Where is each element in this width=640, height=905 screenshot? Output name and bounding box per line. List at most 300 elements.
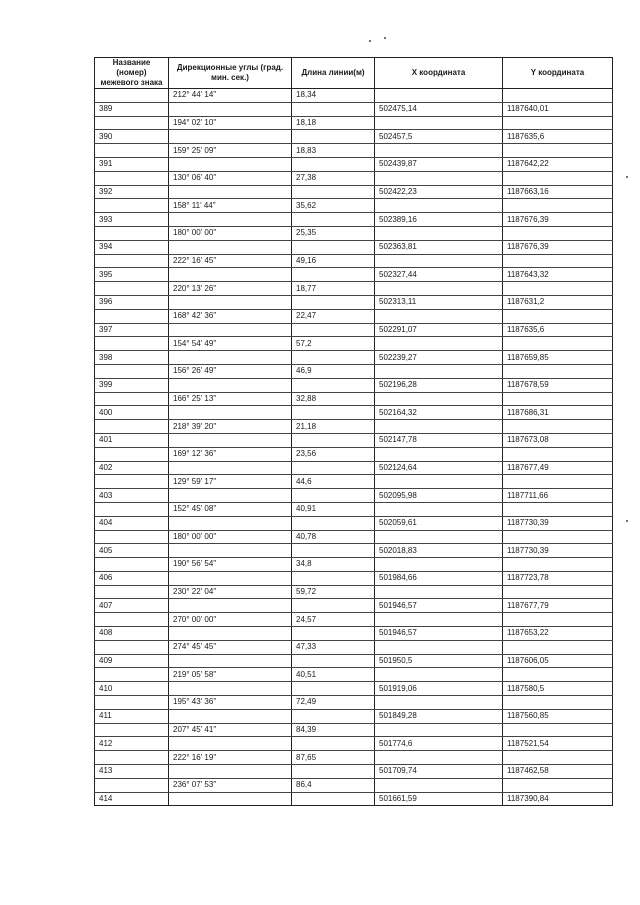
y-coordinate-cell: 1187642,22 [503, 157, 613, 171]
empty-cell [169, 157, 292, 171]
segment-row [95, 282, 613, 296]
point-row [95, 130, 613, 144]
empty-cell [292, 185, 375, 199]
point-row [95, 268, 613, 282]
table-body [95, 89, 613, 806]
empty-cell [95, 613, 169, 627]
empty-cell [95, 226, 169, 240]
y-coordinate-cell: 1187640,01 [503, 102, 613, 116]
empty-cell [375, 309, 503, 323]
empty-cell [375, 89, 503, 103]
point-name-cell: 410 [95, 682, 169, 696]
empty-cell [503, 502, 613, 516]
empty-cell [503, 475, 613, 489]
empty-cell [169, 489, 292, 503]
point-name-cell: 406 [95, 571, 169, 585]
length-cell: 24,57 [292, 613, 375, 627]
empty-cell [292, 157, 375, 171]
empty-cell [169, 516, 292, 530]
empty-cell [292, 406, 375, 420]
header-length: Длина линии(м) [292, 58, 375, 89]
empty-cell [375, 282, 503, 296]
empty-cell [503, 723, 613, 737]
point-row [95, 185, 613, 199]
empty-cell [503, 254, 613, 268]
point-name-cell: 395 [95, 268, 169, 282]
header-x: X координата [375, 58, 503, 89]
empty-cell [169, 295, 292, 309]
empty-cell [95, 668, 169, 682]
length-cell: 22,47 [292, 309, 375, 323]
empty-cell [292, 461, 375, 475]
empty-cell [95, 144, 169, 158]
empty-cell [169, 765, 292, 779]
empty-cell [95, 475, 169, 489]
header-name: Название (номер) межевого знака [95, 58, 169, 89]
empty-cell [169, 323, 292, 337]
x-coordinate-cell: 502422,23 [375, 185, 503, 199]
empty-cell [169, 654, 292, 668]
segment-row [95, 447, 613, 461]
angle-cell: 270° 00' 00" [169, 613, 292, 627]
point-row [95, 157, 613, 171]
empty-cell [95, 723, 169, 737]
empty-cell [95, 337, 169, 351]
empty-cell [503, 337, 613, 351]
point-name-cell: 393 [95, 213, 169, 227]
point-row [95, 682, 613, 696]
x-coordinate-cell: 502095,98 [375, 489, 503, 503]
segment-row [95, 696, 613, 710]
empty-cell [503, 613, 613, 627]
angle-cell: 168° 42' 36" [169, 309, 292, 323]
empty-cell [95, 254, 169, 268]
segment-row [95, 171, 613, 185]
angle-cell: 166° 25' 13" [169, 392, 292, 406]
length-cell: 18,34 [292, 89, 375, 103]
length-cell: 57,2 [292, 337, 375, 351]
empty-cell [503, 420, 613, 434]
empty-cell [503, 199, 613, 213]
empty-cell [169, 682, 292, 696]
scan-speck [369, 40, 371, 42]
x-coordinate-cell: 502147,78 [375, 433, 503, 447]
length-cell: 34,8 [292, 558, 375, 572]
angle-cell: 180° 00' 00" [169, 226, 292, 240]
empty-cell [503, 778, 613, 792]
empty-cell [95, 89, 169, 103]
point-name-cell: 394 [95, 240, 169, 254]
point-row [95, 461, 613, 475]
angle-cell: 156° 26' 49" [169, 364, 292, 378]
point-row [95, 351, 613, 365]
segment-row [95, 337, 613, 351]
length-cell: 40,78 [292, 530, 375, 544]
x-coordinate-cell: 502059,61 [375, 516, 503, 530]
point-row [95, 709, 613, 723]
empty-cell [292, 599, 375, 613]
point-row [95, 765, 613, 779]
point-row [95, 599, 613, 613]
empty-cell [375, 668, 503, 682]
length-cell: 18,77 [292, 282, 375, 296]
point-row [95, 571, 613, 585]
empty-cell [169, 792, 292, 806]
empty-cell [375, 723, 503, 737]
empty-cell [169, 737, 292, 751]
segment-row [95, 723, 613, 737]
x-coordinate-cell: 501849,28 [375, 709, 503, 723]
empty-cell [375, 420, 503, 434]
empty-cell [503, 116, 613, 130]
segment-row [95, 226, 613, 240]
empty-cell [95, 364, 169, 378]
angle-cell: 129° 59' 17" [169, 475, 292, 489]
point-name-cell: 409 [95, 654, 169, 668]
y-coordinate-cell: 1187560,85 [503, 709, 613, 723]
segment-row [95, 144, 613, 158]
empty-cell [169, 406, 292, 420]
empty-cell [169, 102, 292, 116]
y-coordinate-cell: 1187677,79 [503, 599, 613, 613]
length-cell: 25,35 [292, 226, 375, 240]
empty-cell [169, 378, 292, 392]
empty-cell [503, 171, 613, 185]
empty-cell [375, 254, 503, 268]
x-coordinate-cell: 502389,16 [375, 213, 503, 227]
point-row [95, 544, 613, 558]
scan-speck [384, 37, 386, 39]
length-cell: 40,91 [292, 502, 375, 516]
angle-cell: 130° 06' 40" [169, 171, 292, 185]
empty-cell [95, 751, 169, 765]
empty-cell [503, 640, 613, 654]
empty-cell [169, 709, 292, 723]
empty-cell [292, 102, 375, 116]
empty-cell [292, 516, 375, 530]
y-coordinate-cell: 1187676,39 [503, 240, 613, 254]
empty-cell [292, 627, 375, 641]
empty-cell [292, 433, 375, 447]
empty-cell [95, 282, 169, 296]
empty-cell [169, 185, 292, 199]
empty-cell [503, 668, 613, 682]
y-coordinate-cell: 1187677,49 [503, 461, 613, 475]
point-row [95, 489, 613, 503]
empty-cell [292, 544, 375, 558]
point-name-cell: 390 [95, 130, 169, 144]
segment-row [95, 778, 613, 792]
y-coordinate-cell: 1187678,59 [503, 378, 613, 392]
empty-cell [292, 378, 375, 392]
x-coordinate-cell: 502124,64 [375, 461, 503, 475]
y-coordinate-cell: 1187659,85 [503, 351, 613, 365]
empty-cell [169, 213, 292, 227]
empty-cell [503, 144, 613, 158]
y-coordinate-cell: 1187390,84 [503, 792, 613, 806]
angle-cell: 158° 11' 44" [169, 199, 292, 213]
empty-cell [169, 571, 292, 585]
empty-cell [95, 530, 169, 544]
empty-cell [375, 337, 503, 351]
segment-row [95, 751, 613, 765]
empty-cell [375, 751, 503, 765]
empty-cell [95, 640, 169, 654]
length-cell: 40,51 [292, 668, 375, 682]
segment-row [95, 640, 613, 654]
y-coordinate-cell: 1187723,78 [503, 571, 613, 585]
point-row [95, 240, 613, 254]
x-coordinate-cell: 502327,44 [375, 268, 503, 282]
length-cell: 21,18 [292, 420, 375, 434]
y-coordinate-cell: 1187462,58 [503, 765, 613, 779]
angle-cell: 207° 45' 41" [169, 723, 292, 737]
length-cell: 49,16 [292, 254, 375, 268]
x-coordinate-cell: 502018,83 [375, 544, 503, 558]
x-coordinate-cell: 502439,87 [375, 157, 503, 171]
empty-cell [503, 696, 613, 710]
angle-cell: 219° 05' 58" [169, 668, 292, 682]
empty-cell [292, 213, 375, 227]
empty-cell [292, 571, 375, 585]
x-coordinate-cell: 501946,57 [375, 599, 503, 613]
angle-cell: 190° 56' 54" [169, 558, 292, 572]
segment-row [95, 502, 613, 516]
point-name-cell: 399 [95, 378, 169, 392]
empty-cell [95, 171, 169, 185]
point-name-cell: 414 [95, 792, 169, 806]
segment-row [95, 668, 613, 682]
length-cell: 35,62 [292, 199, 375, 213]
x-coordinate-cell: 501774,6 [375, 737, 503, 751]
empty-cell [375, 640, 503, 654]
empty-cell [292, 792, 375, 806]
boundary-marks-table [94, 57, 613, 806]
length-cell: 32,88 [292, 392, 375, 406]
empty-cell [95, 392, 169, 406]
empty-cell [169, 130, 292, 144]
y-coordinate-cell: 1187686,31 [503, 406, 613, 420]
x-coordinate-cell: 501984,66 [375, 571, 503, 585]
x-coordinate-cell: 502291,07 [375, 323, 503, 337]
y-coordinate-cell: 1187711,66 [503, 489, 613, 503]
angle-cell: 154° 54' 49" [169, 337, 292, 351]
x-coordinate-cell: 502363,81 [375, 240, 503, 254]
angle-cell: 194° 02' 10" [169, 116, 292, 130]
empty-cell [292, 323, 375, 337]
empty-cell [292, 240, 375, 254]
segment-row [95, 613, 613, 627]
empty-cell [95, 696, 169, 710]
empty-cell [375, 502, 503, 516]
empty-cell [375, 447, 503, 461]
angle-cell: 274° 45' 45" [169, 640, 292, 654]
empty-cell [503, 447, 613, 461]
empty-cell [375, 613, 503, 627]
length-cell: 59,72 [292, 585, 375, 599]
point-row [95, 102, 613, 116]
header-angle: Дирекционные углы (град. мин. сек.) [169, 58, 292, 89]
length-cell: 46,9 [292, 364, 375, 378]
empty-cell [292, 489, 375, 503]
empty-cell [95, 447, 169, 461]
length-cell: 23,56 [292, 447, 375, 461]
empty-cell [375, 558, 503, 572]
length-cell: 87,65 [292, 751, 375, 765]
point-name-cell: 408 [95, 627, 169, 641]
point-name-cell: 401 [95, 433, 169, 447]
empty-cell [375, 226, 503, 240]
empty-cell [375, 778, 503, 792]
empty-cell [292, 351, 375, 365]
segment-row [95, 530, 613, 544]
y-coordinate-cell: 1187580,5 [503, 682, 613, 696]
empty-cell [503, 585, 613, 599]
x-coordinate-cell: 501950,5 [375, 654, 503, 668]
empty-cell [169, 268, 292, 282]
y-coordinate-cell: 1187663,16 [503, 185, 613, 199]
point-name-cell: 413 [95, 765, 169, 779]
point-name-cell: 407 [95, 599, 169, 613]
point-name-cell: 400 [95, 406, 169, 420]
segment-row [95, 199, 613, 213]
x-coordinate-cell: 502313,11 [375, 295, 503, 309]
scan-speck [626, 176, 628, 178]
point-name-cell: 396 [95, 295, 169, 309]
y-coordinate-cell: 1187730,39 [503, 516, 613, 530]
point-row [95, 792, 613, 806]
empty-cell [169, 461, 292, 475]
point-row [95, 516, 613, 530]
empty-cell [503, 282, 613, 296]
empty-cell [375, 585, 503, 599]
x-coordinate-cell: 502239,27 [375, 351, 503, 365]
angle-cell: 169° 12' 36" [169, 447, 292, 461]
empty-cell [503, 530, 613, 544]
length-cell: 18,83 [292, 144, 375, 158]
empty-cell [292, 765, 375, 779]
empty-cell [95, 558, 169, 572]
empty-cell [292, 295, 375, 309]
empty-cell [95, 420, 169, 434]
segment-row [95, 116, 613, 130]
point-name-cell: 404 [95, 516, 169, 530]
point-name-cell: 403 [95, 489, 169, 503]
empty-cell [375, 475, 503, 489]
length-cell: 72,49 [292, 696, 375, 710]
point-name-cell: 398 [95, 351, 169, 365]
empty-cell [292, 130, 375, 144]
point-row [95, 627, 613, 641]
segment-row [95, 475, 613, 489]
y-coordinate-cell: 1187635,6 [503, 130, 613, 144]
segment-row [95, 585, 613, 599]
empty-cell [169, 627, 292, 641]
empty-cell [292, 682, 375, 696]
empty-cell [169, 240, 292, 254]
empty-cell [169, 351, 292, 365]
angle-cell: 159° 25' 09" [169, 144, 292, 158]
segment-row [95, 392, 613, 406]
length-cell: 84,39 [292, 723, 375, 737]
point-name-cell: 389 [95, 102, 169, 116]
y-coordinate-cell: 1187676,39 [503, 213, 613, 227]
empty-cell [375, 530, 503, 544]
point-name-cell: 397 [95, 323, 169, 337]
x-coordinate-cell: 501919,06 [375, 682, 503, 696]
empty-cell [375, 116, 503, 130]
empty-cell [375, 199, 503, 213]
point-row [95, 433, 613, 447]
empty-cell [375, 392, 503, 406]
empty-cell [169, 599, 292, 613]
length-cell: 44,6 [292, 475, 375, 489]
segment-row [95, 364, 613, 378]
y-coordinate-cell: 1187631,2 [503, 295, 613, 309]
x-coordinate-cell: 501661,59 [375, 792, 503, 806]
point-row [95, 378, 613, 392]
point-name-cell: 412 [95, 737, 169, 751]
length-cell: 18,18 [292, 116, 375, 130]
angle-cell: 212° 44' 14" [169, 89, 292, 103]
empty-cell [169, 433, 292, 447]
empty-cell [503, 89, 613, 103]
x-coordinate-cell: 501946,57 [375, 627, 503, 641]
empty-cell [95, 585, 169, 599]
x-coordinate-cell: 502164,32 [375, 406, 503, 420]
header-y: Y координата [503, 58, 613, 89]
angle-cell: 195° 43' 36" [169, 696, 292, 710]
y-coordinate-cell: 1187643,32 [503, 268, 613, 282]
point-name-cell: 411 [95, 709, 169, 723]
angle-cell: 220° 13' 26" [169, 282, 292, 296]
angle-cell: 222° 16' 19" [169, 751, 292, 765]
point-row [95, 406, 613, 420]
y-coordinate-cell: 1187635,6 [503, 323, 613, 337]
empty-cell [95, 502, 169, 516]
length-cell: 47,33 [292, 640, 375, 654]
empty-cell [292, 709, 375, 723]
angle-cell: 222° 16' 45" [169, 254, 292, 268]
empty-cell [375, 364, 503, 378]
point-row [95, 213, 613, 227]
empty-cell [169, 544, 292, 558]
x-coordinate-cell: 502196,28 [375, 378, 503, 392]
point-row [95, 323, 613, 337]
point-name-cell: 391 [95, 157, 169, 171]
empty-cell [503, 751, 613, 765]
angle-cell: 180° 00' 00" [169, 530, 292, 544]
point-row [95, 654, 613, 668]
y-coordinate-cell: 1187521,54 [503, 737, 613, 751]
y-coordinate-cell: 1187653,22 [503, 627, 613, 641]
empty-cell [95, 309, 169, 323]
empty-cell [503, 392, 613, 406]
x-coordinate-cell: 502457,5 [375, 130, 503, 144]
segment-row [95, 309, 613, 323]
angle-cell: 236° 07' 53" [169, 778, 292, 792]
y-coordinate-cell: 1187730,39 [503, 544, 613, 558]
empty-cell [503, 309, 613, 323]
y-coordinate-cell: 1187606,05 [503, 654, 613, 668]
angle-cell: 230° 22' 04" [169, 585, 292, 599]
empty-cell [503, 226, 613, 240]
empty-cell [375, 144, 503, 158]
y-coordinate-cell: 1187673,08 [503, 433, 613, 447]
segment-row [95, 420, 613, 434]
empty-cell [503, 364, 613, 378]
empty-cell [95, 778, 169, 792]
